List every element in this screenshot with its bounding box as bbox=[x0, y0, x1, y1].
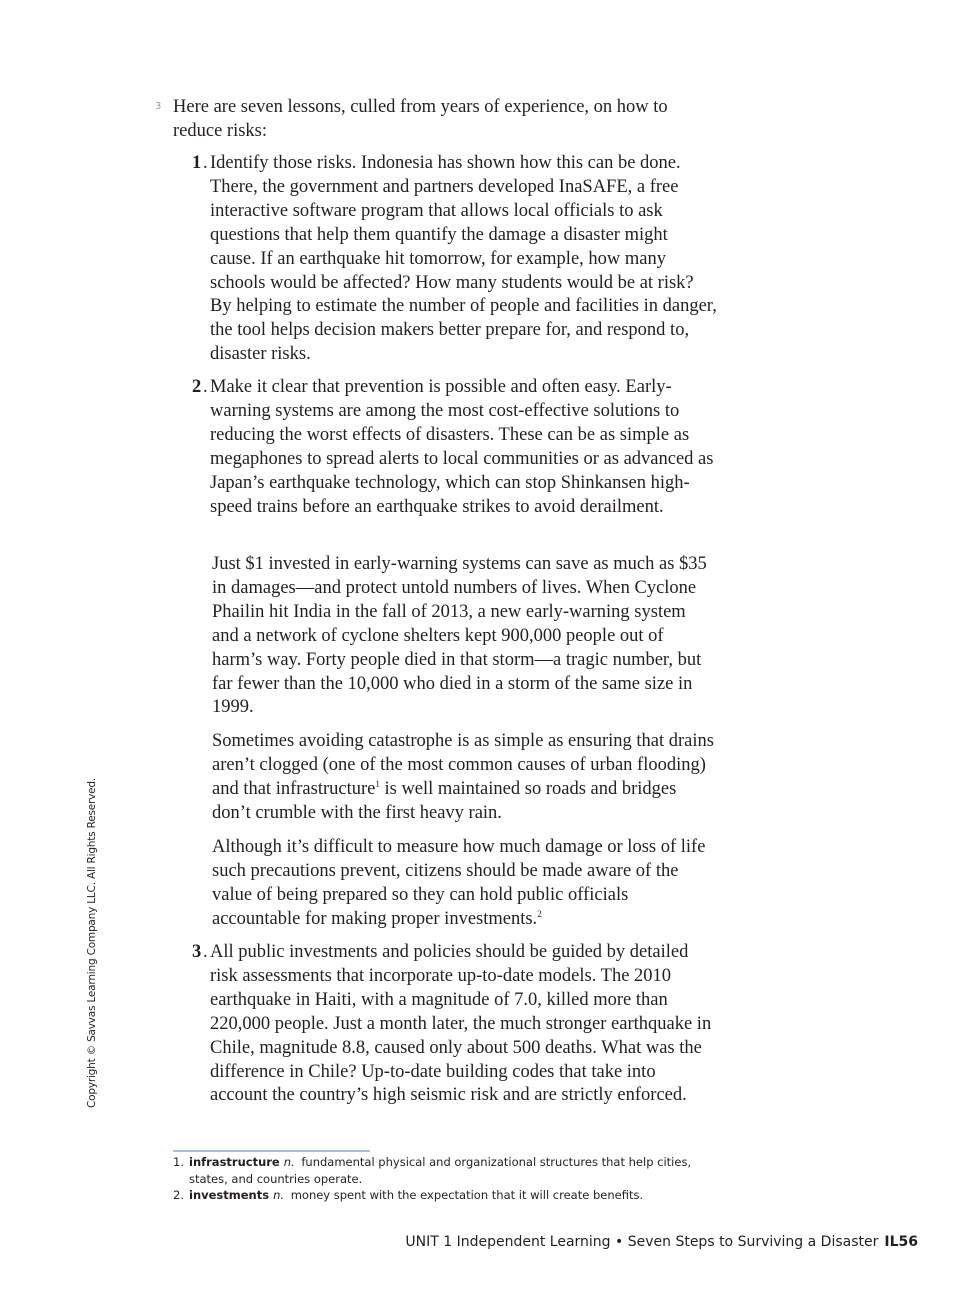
lesson-number: 2 bbox=[192, 377, 202, 397]
lesson-2-paragraph-accountability: Although it’s difficult to measure how much damage or loss of life such precautions prevent, citizens should be made aware of the value of being prepared so they can hold public officials accountable for making proper investments.$^2$ bbox=[212, 837, 706, 929]
footnote-ref-1[interactable]: 1 bbox=[375, 778, 380, 789]
lesson-text: All public investments and policies should be guided by detailed risk assessments that incorporate up-to-date models. The 2010 earthquake in Haiti, with a magnitude of 7.0, killed more than 220,000 people. Just a month later, the much stronger earthquake in Chile, magnitude 8.8, caused only about 500 deaths. What was the difference in Chile? Up-to-date building codes that take into account the country’s high seismic risk and are strictly enforced. bbox=[210, 942, 712, 1106]
lesson-number: 3 bbox=[192, 942, 202, 962]
part-of-speech: n. bbox=[283, 1155, 295, 1169]
copyright-notice: Copyright © Savvas Learning Company LLC. All Rights Reserved. bbox=[86, 778, 98, 1108]
lesson-item-1: 1 . Identify those risks. Indonesia has shown how this can be done. There, the government and partners developed InaSAFE, a free interactive software program that allows local officials to ask questions that help them quantify the damage a disaster might cause. If an earthquake hit tomorrow, for example, how many schools would be affected? How many students would be at risk? By helping to estimate the number of people and facilities in danger, the tool helps decision makers better prepare for, and respond to, disaster risks. bbox=[192, 152, 717, 367]
paragraph-number: 3 bbox=[155, 101, 162, 112]
lesson-item-3: 3 . All public investments and policies should be guided by detailed risk assessments that incorporate up-to-date models. The 2010 earthquake in Haiti, with a magnitude of 7.0, killed more than 220,000 people. Just a month later, the much stronger earthquake in Chile, magnitude 8.8, caused only about 500 deaths. What was the difference in Chile? Up-to-date building codes that take into account the country’s high seismic risk and are strictly enforced. bbox=[192, 941, 717, 1108]
footnote-divider bbox=[173, 1150, 370, 1152]
glossary-term: investments bbox=[189, 1188, 270, 1202]
lesson-number: 1 bbox=[192, 153, 202, 173]
lesson-2-paragraph-early-warning: Just $1 invested in early-warning systems can save as much as $35 in damages—and protect untold numbers of lives. When Cyclone Phailin hit India in the fall of 2013, a new early-warning system and a network of cyclone shelters kept 900,000 people out of harm’s way. Forty people died in that storm—a tragic number, but far fewer than the 10,000 who died in a storm of the same size in 1999. bbox=[212, 554, 707, 718]
page-number: IL56 bbox=[884, 1234, 918, 1250]
running-title: UNIT 1 Independent Learning • Seven Steps to Surviving a Disaster bbox=[405, 1234, 879, 1250]
intro-paragraph: Here are seven lessons, culled from years of experience, on how to reduce risks: bbox=[173, 97, 668, 141]
part-of-speech: n. bbox=[273, 1188, 285, 1202]
running-footer bbox=[405, 1234, 918, 1250]
lesson-text: Identify those risks. Indonesia has shown how this can be done. There, the government and partners developed InaSAFE, a free interactive software program that allows local officials to ask questions that help them quantify the damage a disaster might cause. If an earthquake hit tomorrow, for example, how many schools would be affected? How many students would be at risk? By helping to estimate the number of people and facilities in danger, the tool helps decision makers better prepare for, and respond to, disaster risks. bbox=[210, 153, 717, 365]
lesson-2-paragraph-infrastructure: Sometimes avoiding catastrophe is as simple as ensuring that drains aren’t clogged (one of the most common causes of urban flooding) and that infrastructure$^1$ is well maintained so roads and bridges don’t crumble with the first heavy rain. bbox=[212, 731, 714, 823]
footnote-ref-2[interactable]: 2 bbox=[537, 908, 542, 919]
lesson-item-2: 2 . Make it clear that prevention is possible and often easy. Early-warning systems are among the most cost-effective solutions to reducing the worst effects of disasters. These can be as simple as megaphones to spread alerts to local communities or as advanced as Japan’s earthquake technology, which can stop Shinkansen high-speed trains before an earthquake strikes to avoid derailment. bbox=[192, 376, 717, 519]
lesson-text: Make it clear that prevention is possible and often easy. Early-warning systems are among the most cost-effective solutions to reducing the worst effects of disasters. These can be as simple as megaphones to spread alerts to local communities or as advanced as Japan’s earthquake technology, which can stop Shinkansen high-speed trains before an earthquake strikes to avoid derailment. bbox=[210, 377, 714, 517]
footnote-2: 2. investments n. money spent with the expectation that it will create benefits. bbox=[173, 1188, 644, 1202]
glossary-term: infrastructure bbox=[189, 1155, 280, 1169]
definition: fundamental physical and organizational structures that help cities, states, and countries operate. bbox=[189, 1155, 692, 1186]
definition: money spent with the expectation that it will create benefits. bbox=[287, 1188, 644, 1202]
footnote-1: 1. infrastructure n. fundamental physical and organizational structures that help cities, states, and countries operate. bbox=[173, 1155, 692, 1186]
